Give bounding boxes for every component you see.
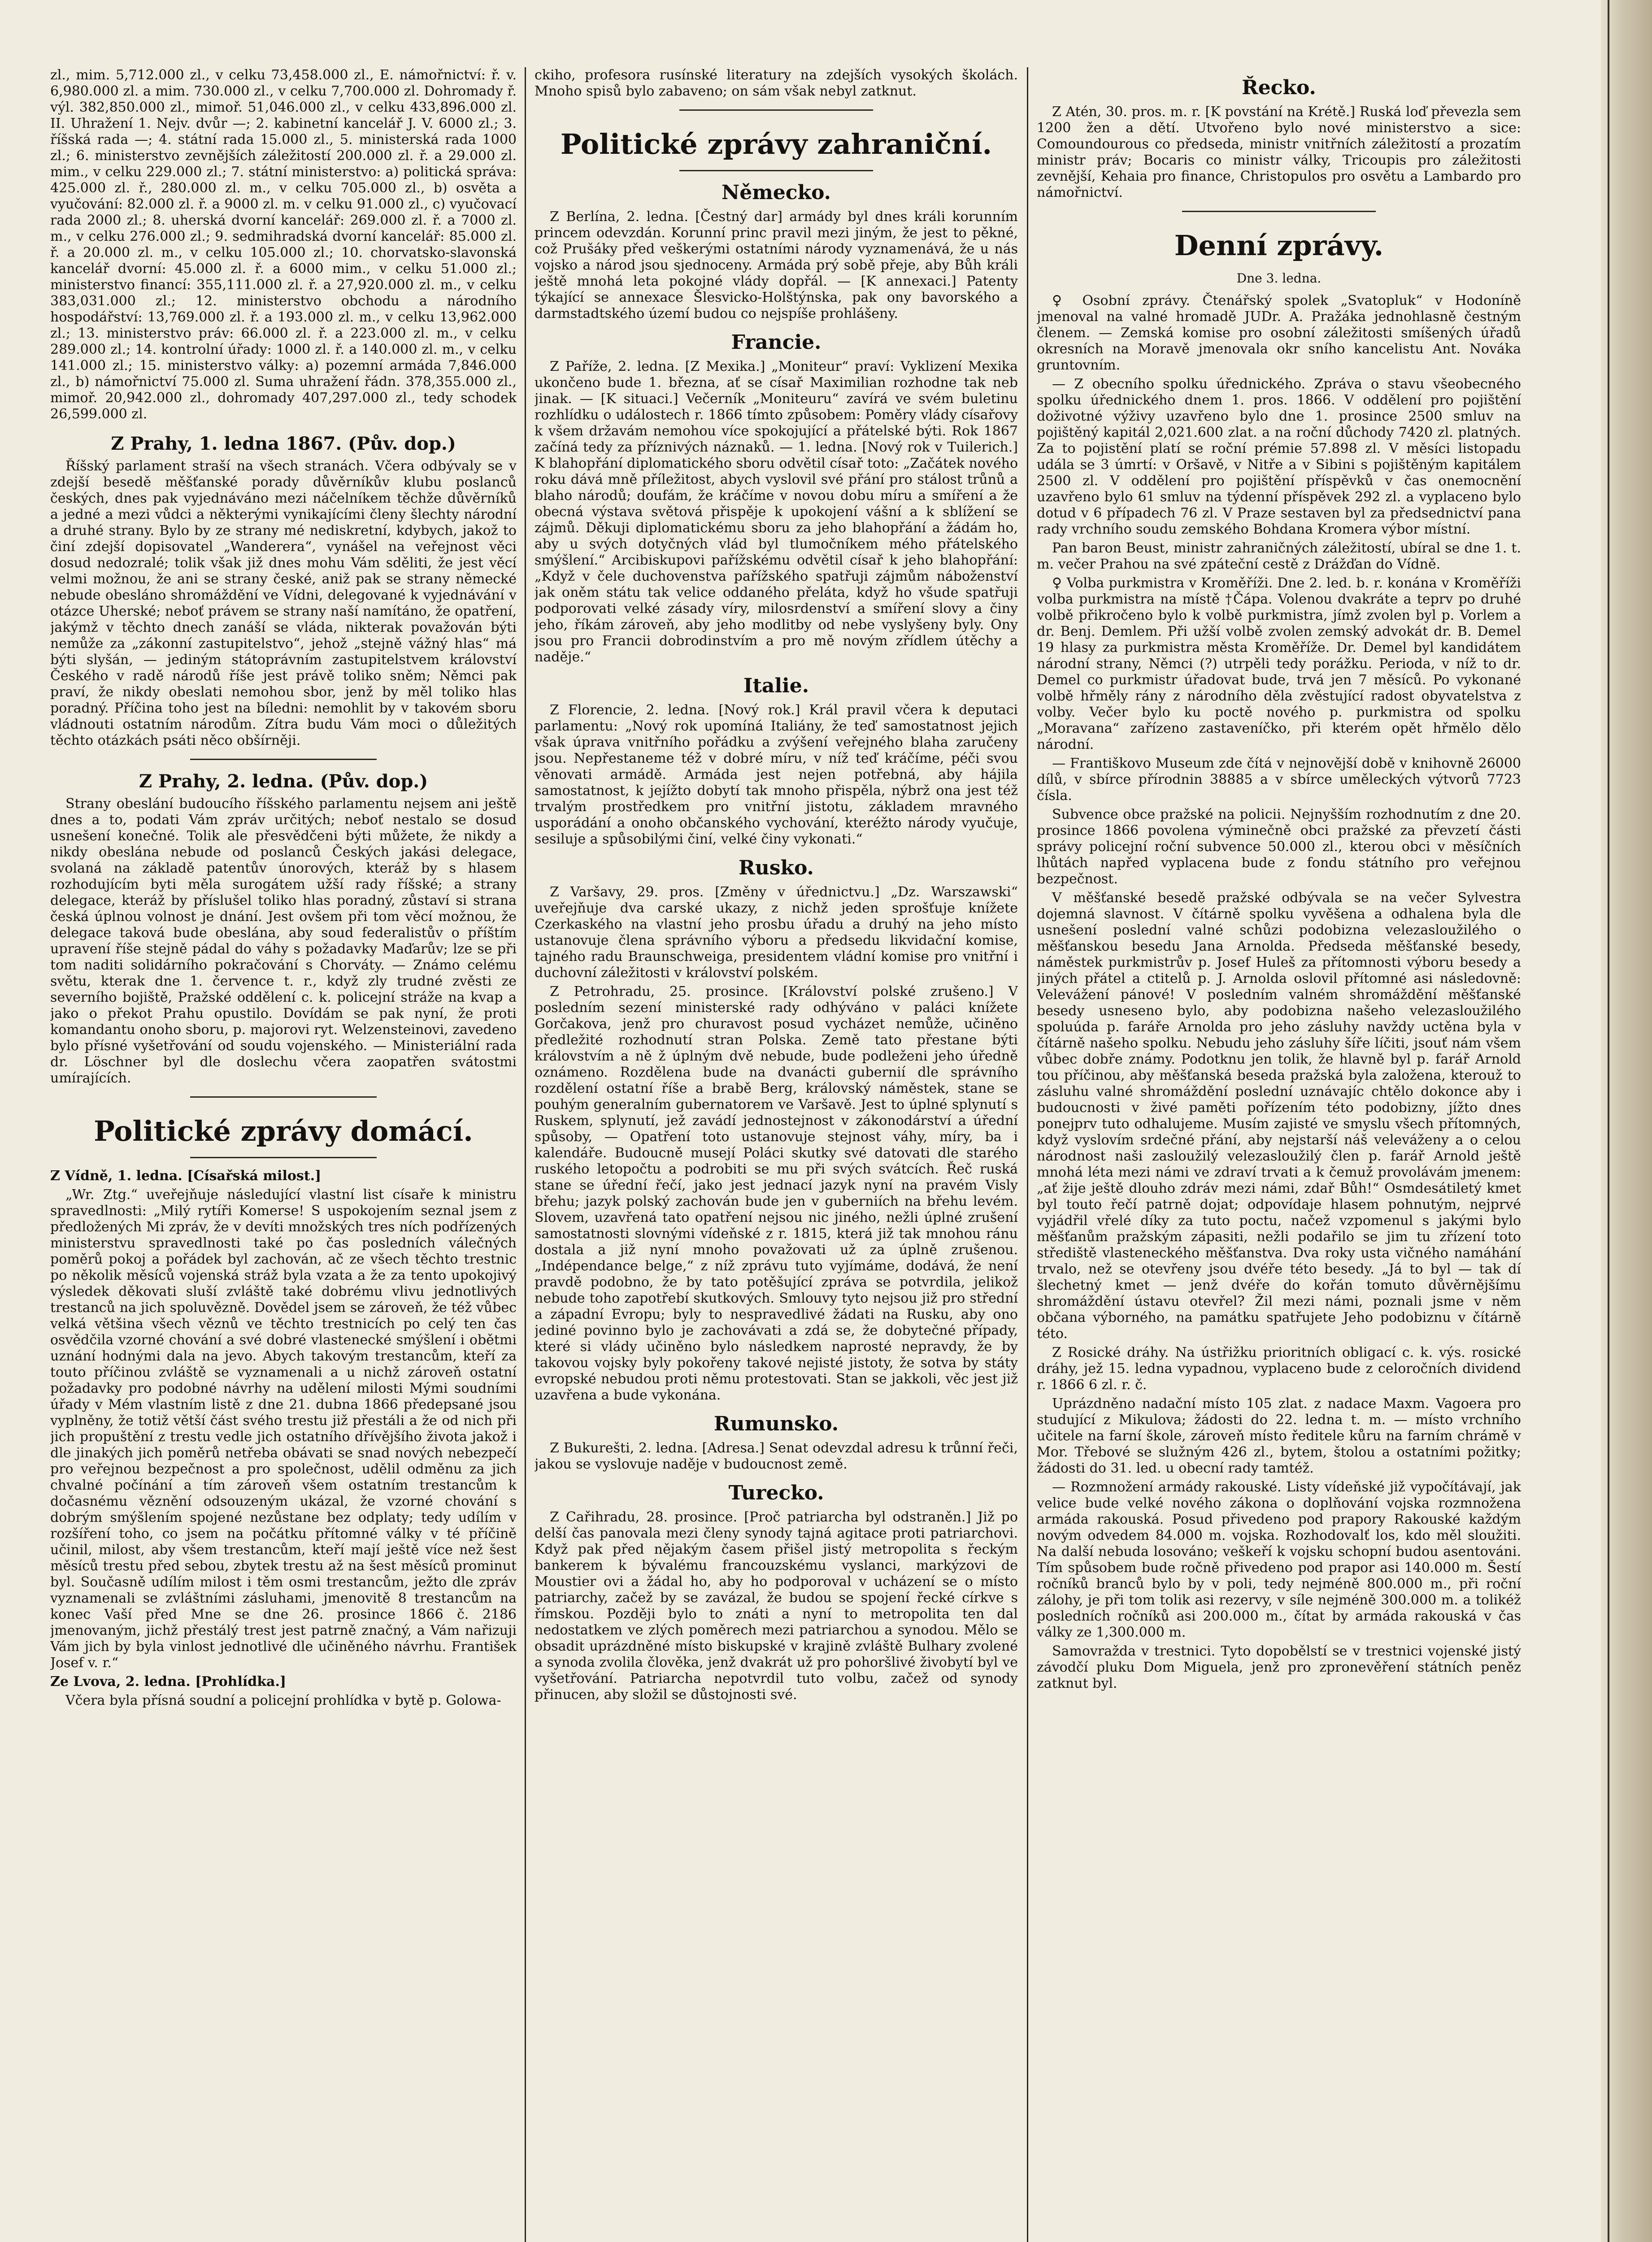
france-heading: Francie. [731, 331, 822, 354]
constantinople-article: Z Cařihradu, 28. prosince. [Proč patriarcha byl odstraněn.] Již po delší čas panovala mezi členy synody tajná agitace proti patriarchovi. Když pak před nějakým časem přišel jistý metropolita s řeckým bankerem k bývalému francouzskému vyslanci, markýzovi de Moustier ovi a žádal ho, aby ho podporoval v ucházení se o místo patriarchy, začež by se zavázal, že budou se spojení řecké církve s římskou. Později bylo to znáti a nyní to metropolita ten dal nedostatkem ve zlých poměrech mezi patriarchou a synodou. Mělo se obsadit uprázdněné místo biskupské v krajině zvláště Bulhary zvolené a synoda zvolila člověka, jenž dvakrát už pro pohoršlivé živobytí byl ve vyšetřování. Patriarcha nepotvrdil tuto volbu, začež od synody přinucen, aby složil se důstojnosti své. [535, 1509, 1018, 1703]
beseda-news: V měšťanské besedě pražské odbývala se na večer Sylvestra dojemná slavnost. V čítárně spolku vyvěšena a odhalena byla dle usnešení poslední valné schůzi podobizna velezasloužilého o měšťanskou besedu Jana Arnolda. Předseda měšťanské besedy, náměstek purkmistrův p. Josef Huleš za přítomnosti výboru besedy a jiných přátel a ctitelů p. J. Arnolda oslovil přítomné asi následovně: Velevážení pánové! V posledním valném shromáždění měšťanské besedy usneseno bylo, aby podobizna našeho velezasloužilého spoluúda p. faráře Arnolda pro jeho zásluhy navždy uctěna byla v čítárně našeho spolku. Nebudu jeho zásluhy šíře líčiti, jsouť nám všem vůbec dobře známy. Podotknu jen tolik, že hlavně byl p. farář Arnold tou příčinou, aby měšťanská beseda pražská byla založena, kterouž to zásluhu valné shromáždění poslední uznávajíc chtělo dokonce aby i budoucnosti v živé paměti pořízením této podobizny, jížto dnes ponejprv tuto odhalujeme. Musím zajisté ve smyslu všech přítomných, když vyslovím srdečné přání, aby nejstarší náš veleváženy a o celou národnost naši zasloužilý velezasloužilý člen p. farář Arnold ještě mnohá léta mezi námi ve zdraví trvati a k čemuž provolávám jmenem: „ať žije ještě dlouho zdráv mezi námi, zdař Bůh!“ Osmdesátiletý kmet byl touto řečí patrně dojat; odpovídaje hlasem pohnutým, nejprvé vyjádřil vřelé díky za tuto poctu, načež vzpomenul s jakými bylo měšťanům pražským zápasiti, nežli podařilo se jim tu zřízení toto střediště vlasteneckého měšťanstva. Dva roky usta vičného namáhání trvalo, než se otevřeny jsou dvéře této besedy. „Já to byl — tak dí šlechetný kmet — jenž dvéře do kořán tomuto důvěrnějšímu shromáždění ústavu otevřel? Žil mezi námi, poznali jsme v něm občana výborného, na památku spatřujete Jeho podobiznu v čítárně této. [1037, 890, 1521, 1342]
suicide-news: Samovražda v trestnici. Tyto dopobělstí se v trestnici vojenské jistý závodčí pluku Dom Miguela, jenž pro zpronevěření státních peněz zatknut byl. [1037, 1643, 1521, 1691]
column-rule-2 [1027, 67, 1028, 2242]
budget-paragraph: zl., mim. 5,712.000 zl., v celku 73,458.000 zl., E. námořnictví: ř. v. 6,980.000 zl. a mim. 730.000 zl., v celku 7,700.000 zl. Dohromady ř. výl. 382,850.000 zl., mimoř. 51,046.000 zl., v celku 433,896.000 zl. II. Uhražení 1. Nejv. dvůr —; 2. kabinetní kancelář J. V. 6000 zl.; 3. říšská rada —; 4. státní rada 15.000 zl., 5. ministerská rada 1000 zl.; 6. ministerstvo zevnějších záležitostí 200.000 zl. ř. a 29.000 zl. mim., v celku 229.000 zl.; 7. státní ministerstvo: a) politická správa: 425.000 zl. ř., 280.000 zl. m., v celku 705.000 zl., b) osvěta a vyučování: 82.000 zl. ř. a 9000 zl. m. v celku 91.000 zl., c) vyučovací rada 2000 zl.; 8. uherská dvorní kancelář: 269.000 zl. ř. a 7000 zl. m., v celku 276.000 zl.; 9. sedmihradská dvorní kancelář: 85.000 zl. ř. a 20.000 zl. m., v celku 105.000 zl.; 10. chorvatsko-slavonská kancelář dvorní: 45.000 zl. ř. a 6000 mim., v celku 51.000 zl.; ministerstvo financí: 355,111.000 zl. ř. a 27,920.000 zl. m., v celku 383,031.000 zl.; 12. ministerstvo obchodu a národního hospodářství: 13,769.000 zl. ř. a 193.000 zl. m., v celku 13,962.000 zl.; 13. ministerstvo práv: 66.000 zl. ř. a 223.000 zl. m., v celku 289.000 zl.; 14. kontrolní úřady: 1000 zl. ř. a 140.000 zl. m., v celku 141.000 zl.; 15. ministerstvo války: a) pozemní armáda 7,846.000 zl., b) námořnictví 75.000 zl. Suma uhražení řádn. 378,355.000 zl., mimoř. 20,942.000 zl., dohromady 407,297.000 zl., tedy schodek 26,599.000 zl. [50, 67, 517, 422]
kromeriz-election-news: ♀ Volba purkmistra v Kroměříži. Dne 2. led. b. r. konána v Kroměříži volba purkmistra na místě †Čápa. Volenou dvakráte a teprv po druhé volbě přikročeno bylo k volbě purkmistra, jímž zvolen byl p. Vorlem a dr. Benj. Demlem. Při užší volbě zvolen zemský advokát dr. B. Demel 19 hlasy za purkmistra města Kroměříže. Dr. Demel byl kandidátem národní strany, Němci (?) utrpěli tedy porážku. Perioda, v níž to dr. Demel co purkmistr úřadovat bude, trvá jen 7 měsíců. Po vykonané volbě hřměly rány z národního děla zvěstující radost obyvatelstva z volby. Večer bylo ku poctě nového p. purkmistra od spolku „Moravana“ zařízeno zastaveníčko, při kterém opět hřmělo dělo národní. [1037, 575, 1521, 752]
vacancy-news: Uprázdněno nadační místo 105 zlat. z nadace Maxm. Vagoera pro studující z Mikulova; žádosti do 22. ledna t. m. — místo vrchního učitele na farní škole, zároveň místo ředitele kůru na farním chrámě v Mor. Třebové se služným 426 zl., bytem, štolou a ostatními požitky; žádosti do 31. led. u obecní rady tamtéž. [1037, 1396, 1521, 1476]
petersburg-article: Z Petrohradu, 25. prosince. [Království polské zrušeno.] V posledním sezení ministerské rady odhýváno v paláci knížete Gorčakova, jenž pro churavost posud vycházet nemůže, učiněno předležité rozhodnutí stran Polska. Země tato přestane býti královstvím a ně ž úplným dvě nebude, bude podleženi jeho úředně oznámeno. Rozdělena bude na dvanácti gubernií dle správního rozdělení ostatní říše a brabě Berg, královský náměstek, stane se pouhým generalním gubernatorem ve Varšavě. Jest to úplné splynutí s Ruskem, splynutí, jež zavádí jednostejnost v zákonodárství a úřední spůsoby, — Opatření toto ustanovuje stejnost váhy, míry, ba i kalendáře. Budoucně musejí Poláci skutky své datovati dle starého ruského letopočtu a podrobiti se mu při svých svátcích. Řeč ruská stane se úřední řečí, jako jest jednací jazyk nyní na pravém Visly břehu; jazyk polský zachován bude jen v guberniích na břehu levém. Slovem, uzavřená tato opatření nejsou nic jiného, nežli úplné zrušení samostatnosti slovnými vídeňské z r. 1815, která již tak mnohou ránu dostala a již nyní mnoho považovati už za úplně zrušenou. „Indépendance belge,“ z níž zprávu tuto vyjímáme, dodává, že není pravdě podobno, že by tato potěšující zpráva se potvrdila, jelikož nebude toho zapotřebí skutkových. Smlouvy tyto nejsou již pro střední a západní Evropu; byly to nespravedlivé žádati na Rusku, aby ono jediné povinno bylo je zachovávati a zdá se, že dobytečné případy, které si vlády učiněno bylo následkem naprosté nepravdy, že by takovou vojsky byly pokořeny takové nejisté jistoty, že sotva by státy evropské nebudou proti němu protestovati. Stan se jakkoli, věc jest již uzavřena a bude vykonána. [535, 984, 1018, 1403]
column-2 [535, 67, 1018, 2242]
russia-heading: Rusko. [739, 856, 814, 879]
italy-heading: Italie. [743, 674, 809, 697]
museum-news: — Františkovo Museum zde čítá v nejnovější době v knihovně 26000 dílů, v sbírce přírodnin 38885 a v sbírce uměleckých výtvorů 7723 čísla. [1037, 756, 1521, 804]
heading-separator [190, 1157, 377, 1158]
prague-article-1: Říšský parlament straší na všech stranách. Včera odbývaly se v zdejší besedě měšťanské porady důvěrníkův klubu poslanců českých, dnes pak vyjednáváno mezi náčelníkem těchže důvěrníků a jedné a mezi vůdci a některými vynikajícími členy šlechty národní a druhé strany. Bylo by ze strany mé nediskretní, kdybych, jakož to činí zdejší dopisovatel „Wanderera“, vynášel na veřejnost věci dosud nedozralé; tolik však již dnes mohu Vám sděliti, že jest věcí velmi možnou, že ani se strany české, aniž pak se strany německé nebude obesláno shromáždění ve Vídni, delegované k vyjednávání v otázce Uherské; neboť právem se strany naší namítáno, že opatření, jakýmž v těchto dnech zanáší se vláda, nikterak považován býti nemůže za „zákonní zastupitelstvo“, jehož „stejně vážný hlas“ má býti slyšán, — jediným státoprávním zastupitelstvem království Českého v radě národů říše jest právě toliko sněm; Němci pak praví, že nikdy obeslati nemohou sbor, jenž by měl toliko hlas poradný. Příčina toho jest na bíledni: nemohlit by v takovém sboru vládnouti ostatním národům. Zítra budu Vám moci o důležitých těchto otázkách psáti něco obšírněji. [50, 458, 517, 748]
heading-separator [679, 170, 873, 171]
lvov-article: Včera byla přísná soudní a policejní prohlídka v bytě p. Golowa- [65, 1693, 501, 1708]
romania-heading: Rumunsko. [713, 1412, 839, 1435]
personal-news: ♀ Osobní zprávy. Čtenářský spolek „Svatopluk“ v Hodoníně jmenoval na valné hromadě JUDr. A. Pražáka jednohlasně čestným členem. — Zemská komise pro osobní záležitosti smíšených úřadů okresních na Moravě jmenovala okr sního kancelistu Ant. Nováka gruntovním. [1037, 293, 1521, 373]
article-separator [190, 759, 377, 760]
vienna-dateline: Z Vídně, 1. ledna. [Císařská milost.] [50, 1168, 322, 1184]
rosice-railway-news: Z Rosické dráhy. Na ústřižku prioritních obligací c. k. výs. rosické dráhy, jež 15. ledna vypadnou, vyplaceno bude z celoročních dividend r. 1866 6 zl. r. č. [1037, 1345, 1521, 1393]
article-separator [679, 109, 873, 111]
bucharest-article: Z Bukurešti, 2. ledna. [Adresa.] Senat odevzdal adresu k trůnní řeči, jakou se vyslovuje naděje v budoucnost země. [535, 1440, 1018, 1472]
beust-news: Pan baron Beust, ministr zahraničných záležitostí, ubíral se dne 1. t. m. večer Prahou na své zpáteční cestě z Drážďan do Vídně. [1037, 540, 1521, 572]
florence-article: Z Florencie, 2. ledna. [Nový rok.] Král pravil včera k deputaci parlamentu: „Nový rok upomíná Italiány, že teď samostatnost jejich však úprava vnitřního pořádku a zvýšení veřejného blaha zaručeny jsou. Nepřestaneme též v dobré míru, v níž teď kráčíme, péči svou věnovati armádě. Armáda jest nejen potřebná, aby hájila samostatnost, k jejížto dobytí tak mnoho přispěla, nýbrž ona jest též trvalým prostředkem pro vnitřní jistotu, základem mravného usporádání a onoho občanského vychování, kteréžto národy vyučuje, sesiluje a spůsobilými činí, velké činy vykonati.“ [535, 702, 1018, 847]
warsaw-article: Z Varšavy, 29. pros. [Změny v úřednictvu.] „Dz. Warszawski“ uveřejňuje dva carské ukazy, z nichž jeden sprošťuje knížete Czerkaského na vlastní jeho prosbu úřadu a druhý na jeho místo ustanovuje člena správního výboru a předsedu likvidační komise, tajného radu Braunschweiga, presidentem vládní komise pro vnitřní i duchovní záležitosti v království polském. [535, 884, 1018, 981]
army-news: — Rozmnožení armády rakouské. Listy vídeňské již vypočítávají, jak velice bude velké nového zákona o doplňování vojska rozmnožena armáda rakouská. Posud přivedeno pod prapory Rakouské každým novým odvedem 84.000 m. vojska. Rozhodovalť los, kdo měl sloužiti. Na další nebuda losováno; veškeří k vojsku schopní budou asentováni. Tím spůsobem bude ročně přivedeno pod prapor asi 140.000 m. Šestí ročníků branců bylo by v poli, tedy nejméně 800.000 m., při roční zálohy, je při tom tolik asi rezervy, v síle nejméně 300.000 m. a tolikéž posledních ročníků asi 200.000 m., čítat by armáda rakouská v čas války ze 1,300.000 m. [1037, 1479, 1521, 1640]
column-rule-1 [525, 67, 526, 2242]
vienna-article: „Wr. Ztg.“ uveřejňuje následující vlastní list císaře k ministru spravedlnosti: „Milý rytíři Komerse! S uspokojením seznal jsem z předložených Mi zpráv, že v devíti množských tres ních podřízených ministerstvu spravedlnosti také po čas posledních válečných poměrů pokoj a pořádek byl zachován, ač ze všech těchto trestnic po několik měsíců vojenská stráž byla vzata a že za tento upokojivý výsledek děkovati sluší zvláště také dobrému vlivu jednotlivých trestanců na jich spoluvězně. Dovědel jsem se zároveň, že též vůbec velká většina všech věznů ve těchto trestnicích po celý ten čas osvědčila vzorné chování a své dobré vlastenecké smýšlení i obětmi uznání hodnými dala na jevo. Abych takovým trestancům, kteří za touto příčinou zvláště se vyznamenali a u nichž zároveň ostatní požadavky pro podobné návrhy na udělení milosti Mými soudními úřady v Mém vlastním listě z dne 21. dubna 1866 předepsané jsou vyplněny, že totiž větší část svého trestu již přestáli a že od nich při jich propuštění z trestu vedle jich ostatního dřívějšího života jakož i dle jinakých jich poměrů netřeba obávati se snad nových nebezpečí pro veřejnou bezpečnost a pro společnost, udělil odměnu za jich chvalné počínání a tím zároveň všem ostatním trestancům k dočasnému věznění odsouzeným ukázal, že vzorné chování s dobrým smýšlením spojené nezůstane bez odplaty; tedy udílím v rozšíření toho, co jsem na počátku přítomné války v té příčině učinil, milost, aby všem trestancům, kteří mají ještě více než šest měsíců trestu před sebou, zbytek trestu až na šest měsíců prominut byl. Současně udílím milost i těm osmi trestancům, ježto dle zpráv vyznamenali se zvláštními zásluhami, jmenovitě 8 trestancům na konec Vaší před Mne se dne 26. prosince 1866 č. 2186 jmenovaným, jichž přestálý trest jest patrně značný, a Vám nařizuji Vám jich by byla vinlost jednotlivé dle učiněného návrhu. František Josef v. r.“ [50, 1187, 517, 1671]
greece-heading: Řecko. [1242, 76, 1316, 99]
article-separator [190, 1096, 377, 1098]
prague-dateline-2: Z Prahy, 2. ledna. (Pův. dop.) [139, 771, 428, 792]
athens-article: Z Atén, 30. pros. m. r. [K povstání na Krétě.] Ruská loď převezla sem 1200 žen a dětí. Utvořeno bylo nové ministerstvo a sice: Comoundourous co předseda, ministr vnitřních záležitostí a prozatím ministr práv; Bocaris co ministr války, Tricoupis pro záležitosti zevnější, Kehaia pro finance, Christopulos pro osvětu a Lambardo pro námořnictví. [1037, 104, 1521, 200]
daily-news-heading: Denní zprávy. [1174, 229, 1384, 262]
turkey-heading: Turecko. [728, 1482, 824, 1504]
paris-article: Z Paříže, 2. ledna. [Z Mexika.] „Moniteur“ praví: Vyklizení Mexika ukončeno bude 1. března, ať se císař Maximilian rozhodne tak neb jinak. — [K situaci.] Večerník „Moniteuru“ zavírá ve svém buletinu rozhlídku o událostech r. 1866 tímto způsobem: Poměry vlády císařovy k všem državám nemohou více spokojující a přátelské býti. Rok 1867 začíná tedy za příznivých náznaků. — 1. ledna. [Nový rok v Tuilerich.] K blahopřání diplomatického sboru odvětil císař toto: „Začátek nového roku dává mně příležitost, abych vyslovil své přání pro stálost trůnů a blaho národů; doufám, že kráčíme v novou dobu míru a smíření a že obecná výstava světová přispěje k upokojení vášní a k sblížení se zájmů. Děkuji diplomatickému sboru za jeho blahopřání a žádám ho, aby u svých dotyčných vlád byl tlumočníkem mého přátelského smýšlení.“ Arcibiskupovi pařížskému odvětil císař k jeho blahopřání: „Když v čele duchovenstva pařížského spatřuji zájmům náboženství jak oněm státu tak velice oddaného přeláta, když ho všude spatřuji podporovati velké zásady víry, milosrdenství a smíření slovy a činy jeho, říkám zároveň, aby jeho modlitby od nebe vyslyšeny byly. Ony jsou pro Francii dobrodinstvím a pro mě novým zřídlem útěchy a naděje.“ [535, 359, 1018, 665]
police-subsidy-news: Subvence obce pražské na policii. Nejnyšším rozhodnutím z dne 20. prosince 1866 povolena výminečně obci pražské za převzetí části správy policejní roční subvence 50.000 zl., kterou obci v měsíčních lhůtách napřed vyplacena bude z fondu státního pro veřejnou bezpečnost. [1037, 807, 1521, 887]
prague-dateline-1: Z Prahy, 1. ledna 1867. (Pův. dop.) [111, 433, 456, 454]
officials-society-news: — Z obecního spolku úřednického. Zpráva o stavu všeobecného spolku úřednického dnem 1. pros. 1866. V oddělení pro pojištění doživotné výživy uzavřeno bylo dne 1. prosince 2500 smluv na pojištěný kapitál 2,021.600 zlat. a na roční důchody 7420 zl. platných. Za to pojistění platí se roční prémie 57.898 zl. V měsíci listopadu udála se 3 úmrtí: v Oršavě, v Nitře a v Sibini s pojištěným kapitálem 2500 zl. V oddělení pro pojištění příspěvků v čas onemocnění uzavřeno bylo 61 smluv na týdenní příspěvek 292 zl. a vyplaceno bylo dotud v 6 případech 76 zl. V Praze sestaven byl za předsednictví pana rady vrchního soudu zemského Bohdana Kromera výbor místní. [1037, 376, 1521, 537]
daily-news-date: Dne 3. ledna. [1236, 271, 1322, 286]
berlin-article: Z Berlína, 2. ledna. [Čestný dar] armády byl dnes králi korunním princem odevzdán. Korunní princ pravil mezi jiným, že jest to pěkné, což Prušáky před veškerými ostatními národy vyznamenává, že u nás vojsko a národ jsou sjednoceny. Armáda prý sobě přeje, aby Bůh králi ještě mnohá leta pokojné vlády dopřál. — [K annexaci.] Patenty týkající se annexace Šlesvicko-Holštýnska, pak ony bavorského a darmstadtského území budou co nejspíše prohlášeny. [535, 209, 1018, 322]
article-separator [1182, 211, 1376, 212]
domestic-news-heading: Politické zprávy domácí. [94, 1115, 473, 1147]
column-3 [1037, 67, 1521, 2242]
foreign-news-heading: Politické zprávy zahraniční. [560, 128, 992, 161]
germany-heading: Německo. [722, 181, 831, 204]
page-edge-line [1608, 0, 1609, 2242]
lvov-article-continued: ckiho, profesora rusínské literatury na zdejších vysokých školách. Mnoho spisů bylo zabaveno; on sám však nebyl zatknut. [535, 67, 1018, 99]
column-1 [50, 67, 517, 2242]
lvov-dateline: Ze Lvova, 2. ledna. [Prohlídka.] [50, 1674, 287, 1690]
prague-article-2: Strany obeslání budoucího říšského parlamentu nejsem ani ještě dnes a to, podati Vám zpráv určitých; neboť nestalo se dosud usnešení konečné. Tolik ale přesvědčeni býti můžete, že nikdy a nikdy obeslána nebude od poslanců Českých jakási delegace, svolaná na základě patentův únorových, kteráž by s hlasem rozhodujícím byti měla surogátem užší rady říšské; a strany delegace, kteráž by příslušel toliko hlas poradný, zůstaví si strana česká úplnou volnost je dnání. Jest ovšem při tom věcí možnou, že delegace taková bude obeslána, aby soud federalistův o příštím upravení říše stejně pádal do váhy s požadavky Maďarův; lze se při tom naditi solidárního pokračování s Chorváty. — Známo celému světu, kterak dne 1. července t. r., když zly trudné zvěsti ze severního bojiště, Pražské oddělení c. k. policejní stráže na kvap a jako o překot Prahu opustilo. Dovídám se pak nyní, že proti komandantu onoho sboru, p. majorovi ryt. Welzensteinovi, zavedeno bylo přísné vyšetřování od soudu vojenského. — Ministeriální rada dr. Löschner byl dle doslechu včera zaopatřen svátostmi umírajících. [50, 796, 517, 1086]
